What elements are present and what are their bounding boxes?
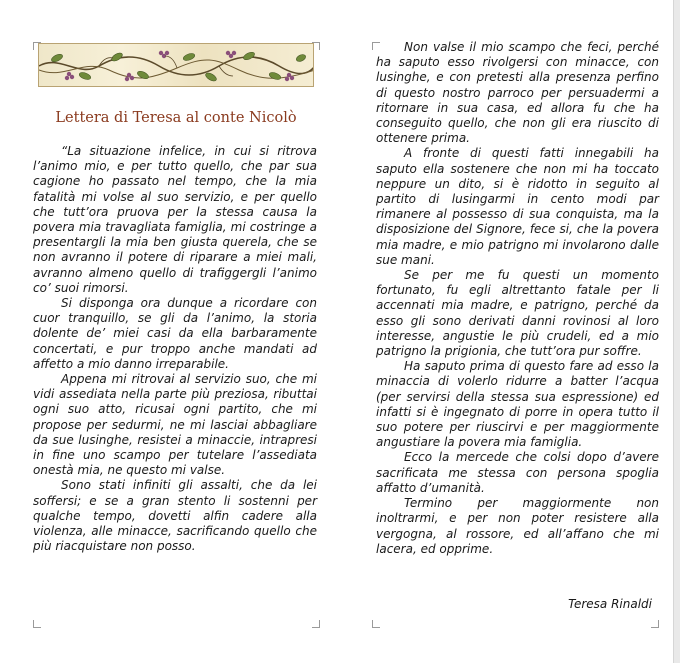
left-page-body <box>33 144 317 554</box>
paragraph: “La situazione infelice, in cui si ritrova l’animo mio, e per tutto quello, che par sua cagione ho passato nel tempo, che la mia fatalità mi volse al suo servizio, e per quello che tutt’ora pruova per la stessa causa la povera mia travagliata famiglia, mi costringe a presentargli la mia ben giusta querela, che se non avranno il potere di riparare a miei mali, avranno almeno quello di trafiggergli l’animo co’ suoi rimorsi. <box>33 144 317 295</box>
paragraph: Non valse il mio scampo che feci, perché ha saputo esso rivolgersi con minacce, con lusinghe, e con pretesti alla presenza perfino di questo nostro parroco per persuadermi a ritornare in sua casa, ed allora fu che ha conseguito quello, che non gli era riuscito di ottenere prima. <box>376 40 659 146</box>
paragraph: Ecco la mercede che colsi dopo d’avere sacrificata me stessa con persona spoglia affatto d’umanità. <box>376 450 659 495</box>
right-page-body <box>376 40 659 557</box>
right-page <box>372 0 672 630</box>
paragraph: Appena mi ritrovai al servizio suo, che mi vidi assediata nella parte più preziosa, ributtai ogni suo atto, ricusai ogni partito, che mi propose per sedurmi, ne mi lasciai abbagliare da sue lusinghe, resistei a minaccie, intrapresi in fine uno scampo per tutelare l’assediata onestà mia, ne questo mi valse. <box>33 372 317 478</box>
crop-mark-bottom-right <box>312 620 320 628</box>
paragraph: Ha saputo prima di questo fare ad esso la minaccia di volerlo ridurre a batter l’acqua (per servirsi della stessa sua espressione) ed infatti si è ingegnato di porre in opera tutto il suo potere per riuscirvi e per maggiormente angustiare la povera mia famiglia. <box>376 359 659 450</box>
signature: Teresa Rinaldi <box>568 597 652 611</box>
letter-title: Lettera di Teresa al conte Nicolò <box>55 110 297 126</box>
paragraph: Termino per maggiormente non inoltrarmi, e per non poter resistere alla vergogna, al rossore, ed all’affano che mi lacera, ed opprime. <box>376 496 659 556</box>
left-page <box>33 0 333 630</box>
decorative-vine-banner <box>38 43 314 87</box>
paragraph: A fronte di questi fatti innegabili ha saputo ella sostenere che non mi ha toccato neppure un dito, si è ridotto in seguito al partito di lusingarmi in cento modi par rimanere al possesso di sua conquista, ma la disposizione del Signore, fece si, che la povera mia madre, e mio patrigno mi involarono dalle sue mani. <box>376 146 659 267</box>
vine-ornament-icon <box>39 44 314 87</box>
crop-mark-bottom-left <box>33 620 41 628</box>
paragraph: Si disponga ora dunque a ricordare con cuor tranquillo, se gli da l’animo, la storia dolente de’ miei casi da ella barbaramente concertati, e pur troppo anche mandati ad affetto a mio danno irreparabile. <box>33 296 317 371</box>
crop-mark-bottom-left <box>372 620 380 628</box>
crop-mark-bottom-right <box>651 620 659 628</box>
paragraph: Sono stati infiniti gli assalti, che da lei soffersi; e se a gran stento li sostenni per qualche tempo, dovetti alfin cadere alla violenza, alle minacce, sacrificando quello che più riacquistare non posso. <box>33 478 317 554</box>
paragraph: Se per me fu questi un momento fortunato, fu egli altrettanto fatale per li accennati mia madre, e patrigno, perché da esso gli sono derivati danni rovinosi al loro interesse, angustie le più crudeli, ed a mio patrigno la prigionia, che tutt’ora pur soffre. <box>376 268 659 359</box>
window-scrollbar-edge <box>673 0 680 663</box>
